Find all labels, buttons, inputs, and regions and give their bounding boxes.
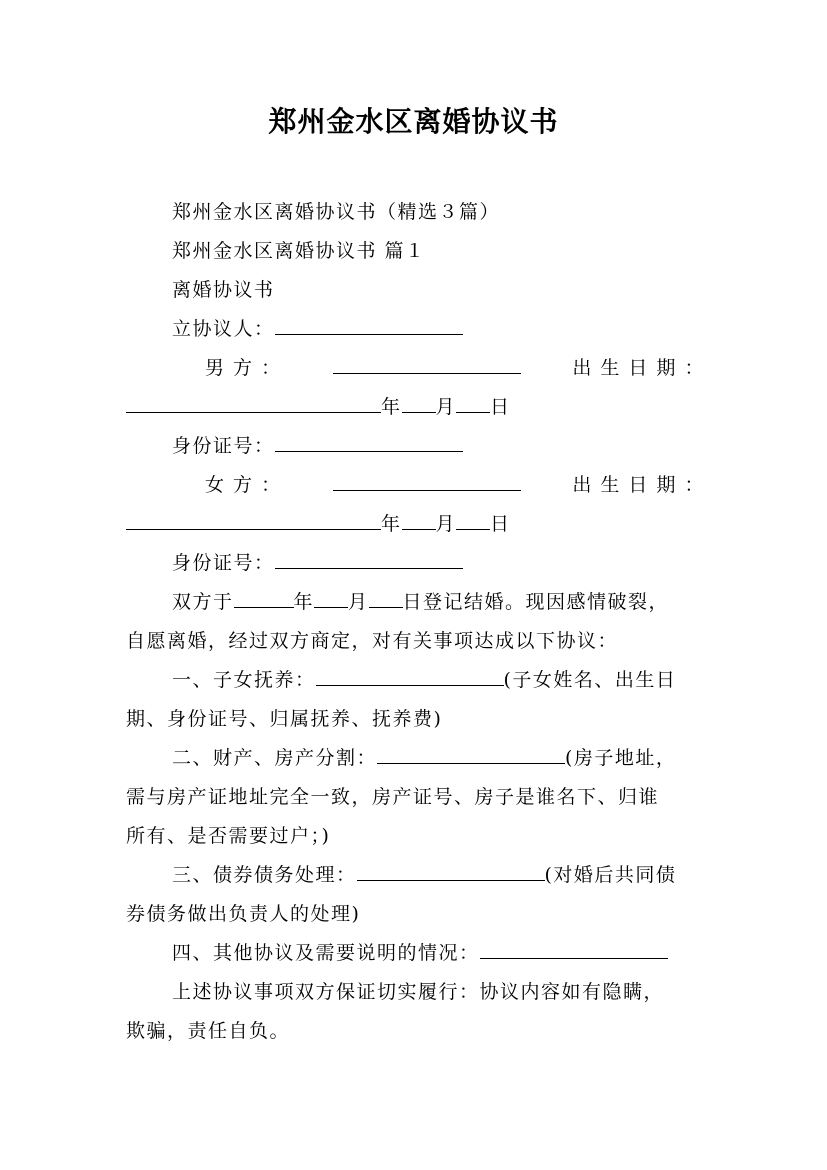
section-heading: 郑州金水区离婚协议书 篇１: [172, 240, 426, 262]
closing-line-2: 欺骗，责任自负。: [126, 1020, 291, 1042]
female-birth-day-blank[interactable]: [456, 509, 490, 530]
item3-blank[interactable]: [357, 860, 545, 881]
female-birth-line: [126, 509, 706, 539]
item2-note-cont-1: 需与房产证地址完全一致，房产证号、房子是谁名下、归谁: [126, 786, 660, 808]
item2-note: (房子地址，: [565, 747, 677, 769]
male-birth-day-blank[interactable]: [456, 392, 490, 413]
month-label: 月: [435, 396, 457, 418]
marriage-suffix: 日登记结婚。现因感情破裂，: [402, 591, 670, 613]
marriage-month-blank[interactable]: [314, 587, 348, 608]
item2-line: [172, 743, 752, 773]
item1-line: [172, 665, 752, 695]
female-label: 女 方 ：: [205, 474, 282, 496]
day-label: 日: [490, 396, 511, 418]
party-line: [172, 314, 752, 344]
male-label: 男 方 ：: [205, 357, 282, 379]
item1-label: 一、子女抚养：: [172, 669, 316, 691]
item2-label: 二、财产、房产分割：: [172, 747, 378, 769]
female-line: [205, 470, 705, 500]
day-label: 日: [490, 513, 511, 535]
subtitle: 郑州金水区离婚协议书（精选３篇）: [172, 201, 501, 223]
female-birth-month-blank[interactable]: [402, 509, 436, 530]
document-title: 郑州金水区离婚协议书: [268, 105, 559, 138]
item3-note: (对婚后共同债: [544, 864, 677, 886]
male-birth-year-blank[interactable]: [126, 392, 381, 413]
male-birth-month-blank[interactable]: [402, 392, 436, 413]
item1-blank[interactable]: [316, 665, 504, 686]
item1-note: (子女姓名、出生日: [503, 669, 677, 691]
marriage-year-blank[interactable]: [234, 587, 294, 608]
male-id-label: 身份证号：: [172, 435, 275, 457]
party-blank[interactable]: [275, 314, 463, 335]
female-id-label: 身份证号：: [172, 552, 275, 574]
male-name-blank[interactable]: [333, 353, 521, 374]
male-birth-label: 出 生 日 期 ：: [572, 357, 705, 379]
item1-note-cont: 期、身份证号、归属抚养、抚养费): [126, 708, 443, 730]
marriage-day-blank[interactable]: [369, 587, 403, 608]
male-id-line: [172, 431, 752, 461]
month-label: 月: [348, 591, 369, 613]
closing-line-1: 上述协议事项双方保证切实履行：协议内容如有隐瞒，: [172, 981, 665, 1003]
item3-line: [172, 860, 752, 890]
item3-label: 三、债券债务处理：: [172, 864, 357, 886]
item4-line: [172, 938, 752, 968]
female-id-line: [172, 548, 752, 578]
male-line: [205, 353, 705, 383]
marriage-prefix: 双方于: [172, 591, 234, 613]
male-id-blank[interactable]: [275, 431, 463, 452]
party-label: 立协议人：: [172, 318, 275, 340]
female-birth-year-blank[interactable]: [126, 509, 381, 530]
year-label: 年: [381, 513, 402, 535]
year-label: 年: [293, 591, 315, 613]
male-birth-line: [126, 392, 706, 422]
month-label: 月: [435, 513, 457, 535]
female-birth-label: 出 生 日 期 ：: [572, 474, 705, 496]
marriage-line-1: [172, 587, 752, 617]
item3-note-cont: 券债务做出负责人的处理): [126, 903, 361, 925]
marriage-line-2: 自愿离婚，经过双方商定，对有关事项达成以下协议：: [126, 630, 619, 652]
female-name-blank[interactable]: [333, 470, 521, 491]
item2-note-cont-2: 所有、是否需要过户；): [126, 825, 331, 847]
item4-blank[interactable]: [480, 938, 668, 959]
item2-blank[interactable]: [377, 743, 565, 764]
year-label: 年: [381, 396, 402, 418]
female-id-blank[interactable]: [275, 548, 463, 569]
item4-label: 四、其他协议及需要说明的情况：: [172, 942, 480, 964]
doc-name: 离婚协议书: [172, 279, 275, 301]
